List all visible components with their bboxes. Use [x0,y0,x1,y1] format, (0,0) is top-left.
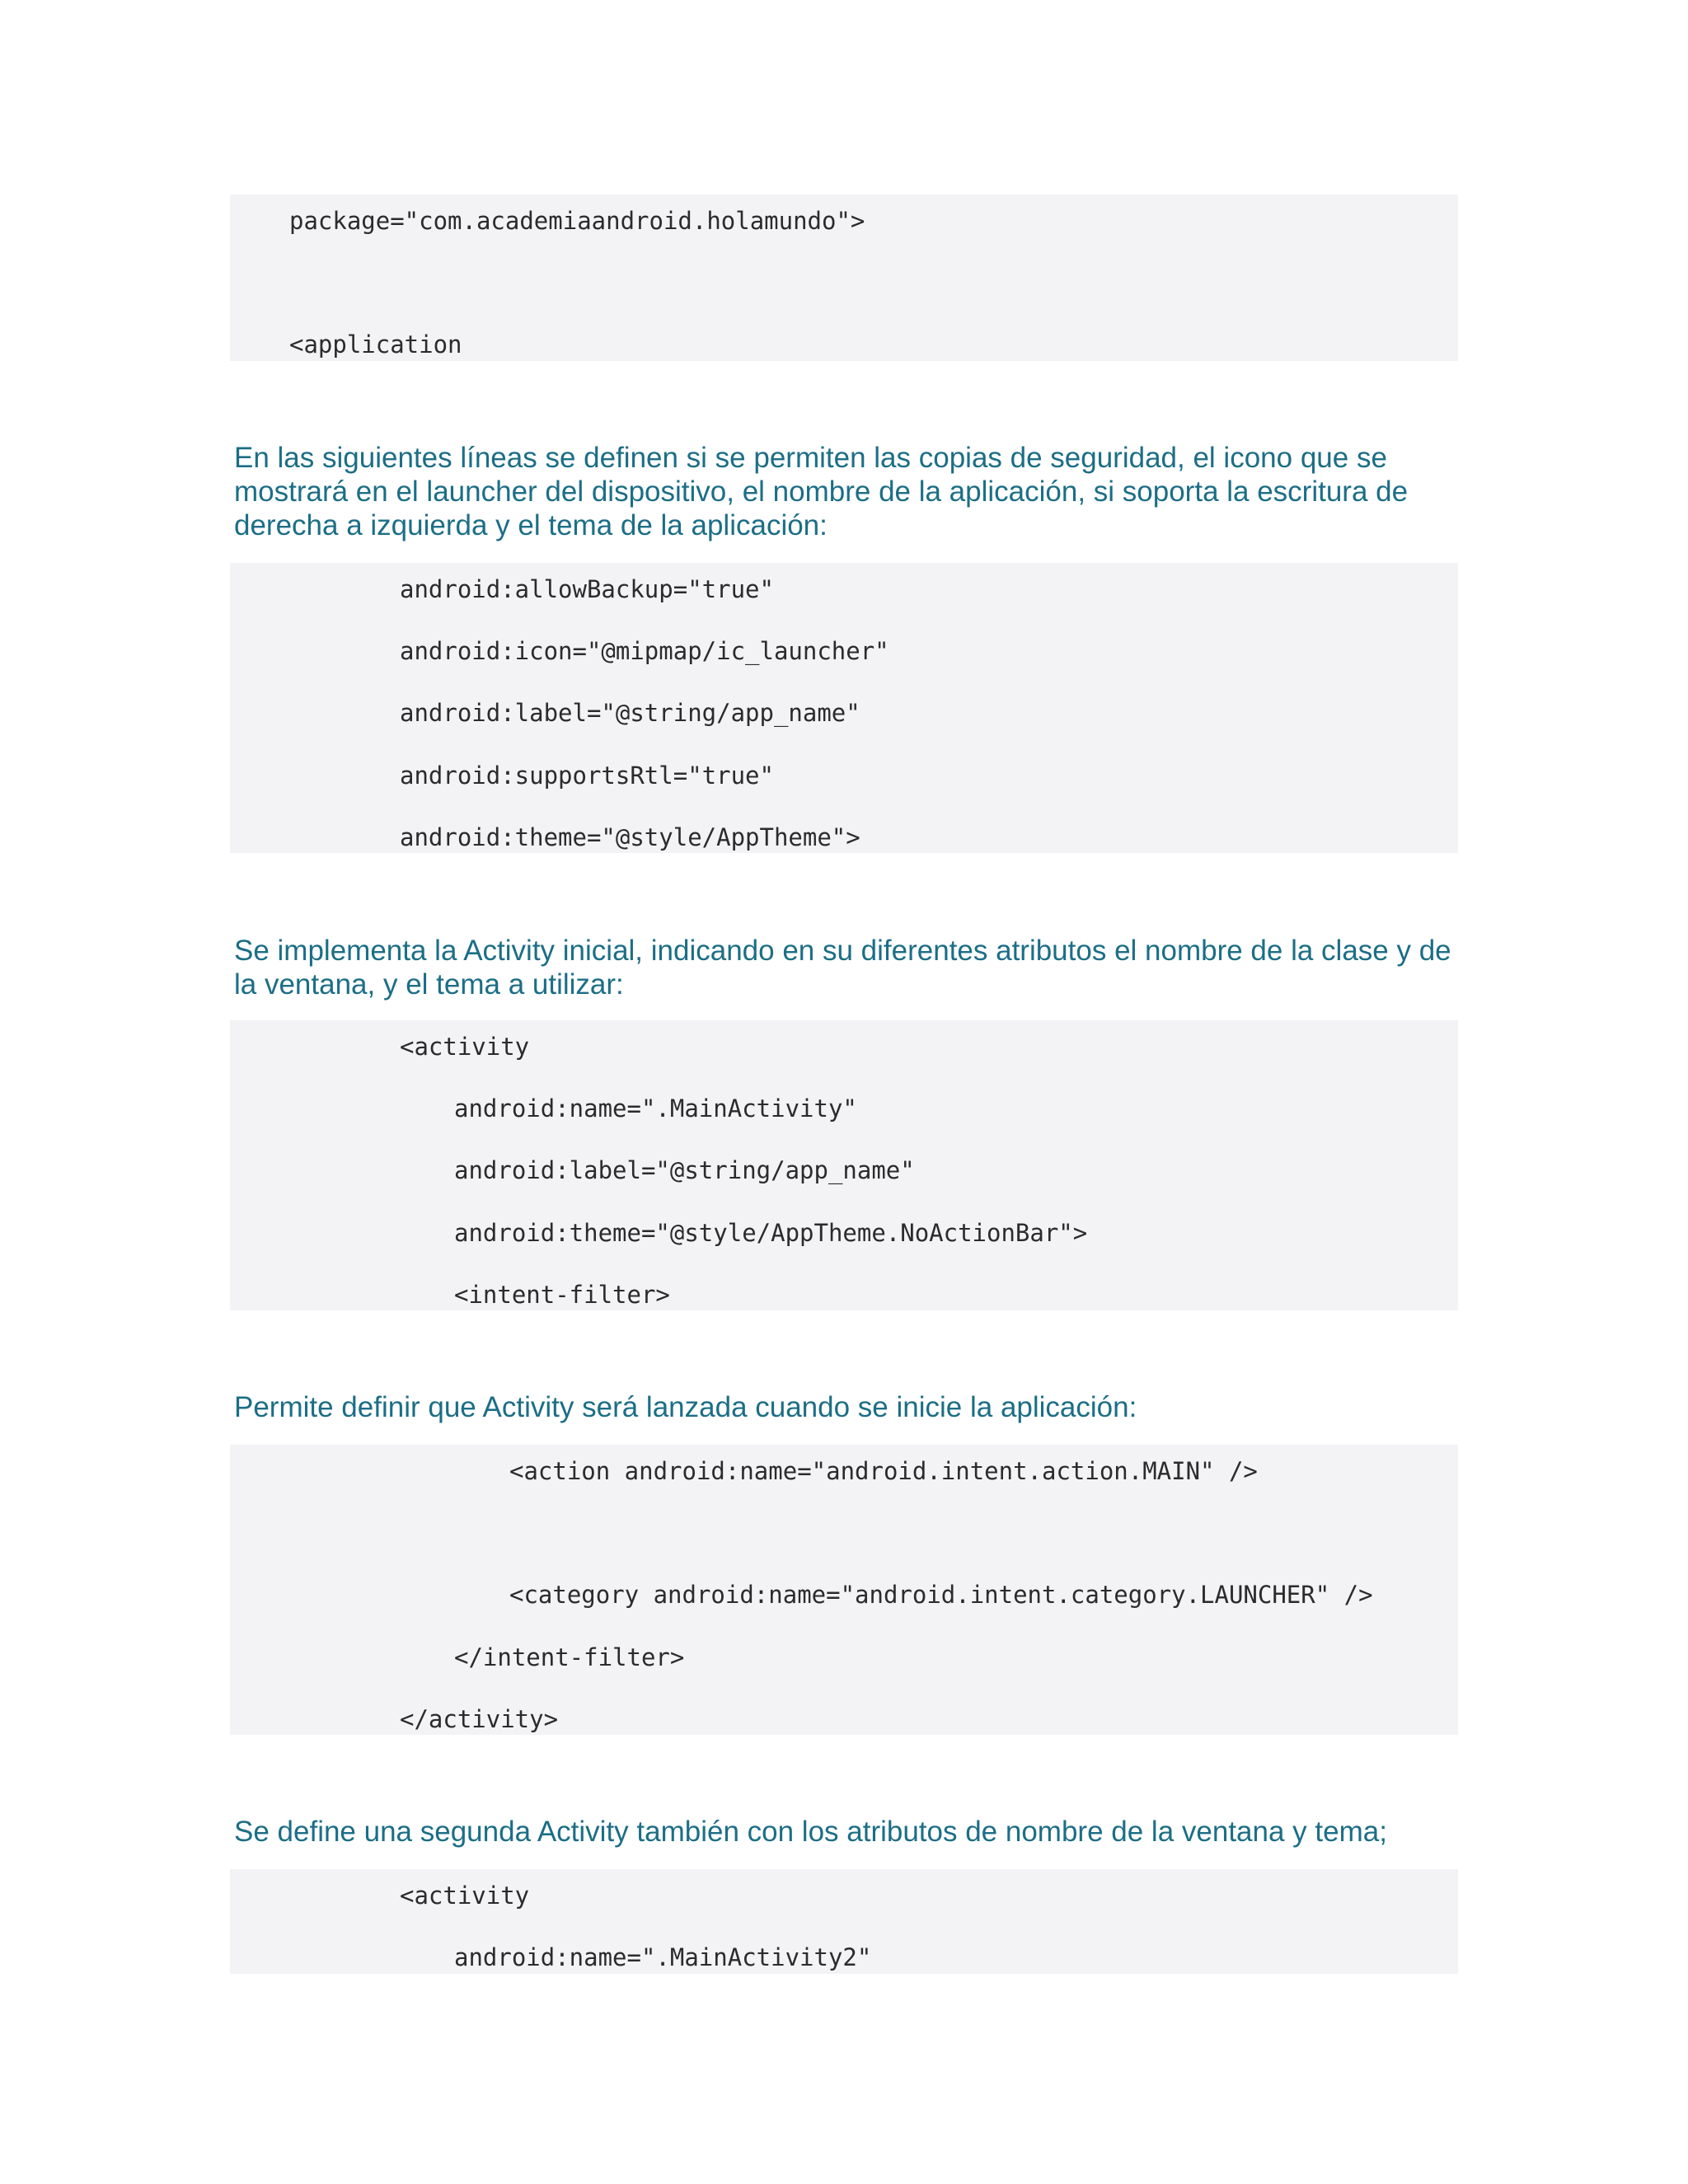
code-line: android:label="@string/app_name" [400,699,860,727]
code-line: <category android:name="android.intent.category.LAUNCHER" /> [509,1581,1373,1609]
code-line: <activity [400,1033,530,1061]
code-line: <action android:name="android.intent.action.MAIN" /> [509,1457,1258,1485]
code-line: android:theme="@style/AppTheme"> [400,823,860,851]
code-line: <intent-filter> [454,1281,670,1309]
code-block-second-activity [230,1869,1458,1974]
code-block-manifest-header [230,194,1458,361]
code-line: <application [289,330,462,359]
code-line: <activity [400,1882,530,1910]
code-line: </intent-filter> [454,1643,685,1671]
paragraph-second-activity: Se define una segunda Activity también con los atributos de nombre de la ventana y tema; [234,1816,1387,1848]
code-block-main-activity [230,1020,1458,1310]
code-line: </activity> [400,1705,559,1733]
code-line: android:allowBackup="true" [400,575,774,603]
code-line: android:icon="@mipmap/ic_launcher" [400,637,889,665]
code-line: android:name=".MainActivity2" [454,1943,872,1971]
code-line: package="com.academiaandroid.holamundo"> [289,207,865,235]
code-line: android:label="@string/app_name" [454,1156,915,1184]
code-line: android:theme="@style/AppTheme.NoActionBar"> [454,1219,1088,1247]
paragraph-launch-activity: Permite definir que Activity será lanzada cuando se inicie la aplicación: [234,1391,1137,1423]
code-block-intent-filter [230,1445,1458,1735]
paragraph-application-attributes: En las siguientes líneas se definen si se permiten las copias de seguridad, el icono que se mostrará en el launcher del dispositivo, el nombre de la aplicación, si soporta la escritura de derecha a izquierda y el tema de la aplicación: [234,442,1409,541]
code-line: android:name=".MainActivity" [454,1094,857,1122]
code-block-application-attributes [230,563,1458,853]
paragraph-initial-activity: Se implementa la Activity inicial, indicando en su diferentes atributos el nombre de la clase y de la ventana, y el tema a utilizar: [234,935,1451,1001]
code-line: android:supportsRtl="true" [400,762,774,790]
